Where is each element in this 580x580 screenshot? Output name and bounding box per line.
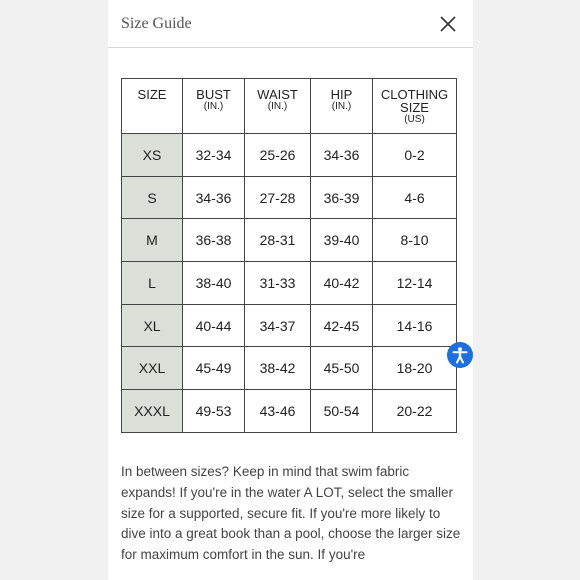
waist-cell: 25-26 (245, 134, 311, 177)
close-icon (438, 14, 458, 34)
waist-cell: 34-37 (245, 304, 311, 347)
size-advice-text: In between sizes? Keep in mind that swim fabric expands! If you're in the water A LOT, select the smaller size for a supported, secure fit. If you're more likely to dive into a great book than a pool, choose the larger size for maximum comfort in the sun. If you're (121, 464, 461, 563)
header-label: BUST (196, 87, 231, 102)
hip-cell: 36-39 (311, 176, 373, 219)
clothing-size-cell: 14-16 (373, 304, 457, 347)
header-hip (311, 79, 373, 134)
table-row (122, 219, 457, 262)
dialog-header (108, 0, 473, 48)
accessibility-icon (447, 342, 473, 368)
size-cell: M (122, 219, 183, 262)
header-clothing-size (373, 79, 457, 134)
clothing-size-cell: 18-20 (373, 347, 457, 390)
header-unit: (IN.) (203, 101, 224, 112)
header-waist (245, 79, 311, 134)
clothing-size-cell: 4-6 (373, 176, 457, 219)
header-size (122, 79, 183, 134)
hip-cell: 50-54 (311, 390, 373, 433)
clothing-size-cell: 0-2 (373, 134, 457, 177)
size-cell: XL (122, 304, 183, 347)
size-cell: XXL (122, 347, 183, 390)
size-chart-table (121, 78, 457, 433)
close-button[interactable] (438, 14, 458, 34)
bust-cell: 34-36 (183, 176, 245, 219)
hip-cell: 40-42 (311, 262, 373, 305)
waist-cell: 31-33 (245, 262, 311, 305)
size-cell: XS (122, 134, 183, 177)
hip-cell: 45-50 (311, 347, 373, 390)
size-cell: XXXL (122, 390, 183, 433)
table-row (122, 390, 457, 433)
header-unit: (IN.) (331, 101, 352, 112)
table-row (122, 304, 457, 347)
accessibility-button[interactable] (447, 342, 473, 368)
waist-cell: 43-46 (245, 390, 311, 433)
table-header-row (122, 79, 457, 134)
clothing-size-cell: 12-14 (373, 262, 457, 305)
clothing-size-cell: 20-22 (373, 390, 457, 433)
table-row (122, 134, 457, 177)
bust-cell: 40-44 (183, 304, 245, 347)
table-row (122, 176, 457, 219)
table-row (122, 347, 457, 390)
header-label: HIP (330, 87, 353, 102)
bust-cell: 32-34 (183, 134, 245, 177)
table-row (122, 262, 457, 305)
hip-cell: 39-40 (311, 219, 373, 262)
bust-cell: 45-49 (183, 347, 245, 390)
bust-cell: 49-53 (183, 390, 245, 433)
waist-cell: 38-42 (245, 347, 311, 390)
dialog-title: Size Guide (121, 15, 192, 32)
waist-cell: 27-28 (245, 176, 311, 219)
size-cell: S (122, 176, 183, 219)
bust-cell: 36-38 (183, 219, 245, 262)
size-cell: L (122, 262, 183, 305)
waist-cell: 28-31 (245, 219, 311, 262)
hip-cell: 42-45 (311, 304, 373, 347)
header-label: CLOTHING SIZE (380, 87, 449, 115)
bust-cell: 38-40 (183, 262, 245, 305)
header-label: WAIST (257, 87, 298, 102)
header-bust (183, 79, 245, 134)
header-unit: (IN.) (267, 101, 288, 112)
clothing-size-cell: 8-10 (373, 219, 457, 262)
hip-cell: 34-36 (311, 134, 373, 177)
header-unit: (US) (404, 114, 425, 125)
header-label: SIZE (137, 87, 167, 102)
size-guide-dialog (108, 0, 473, 580)
